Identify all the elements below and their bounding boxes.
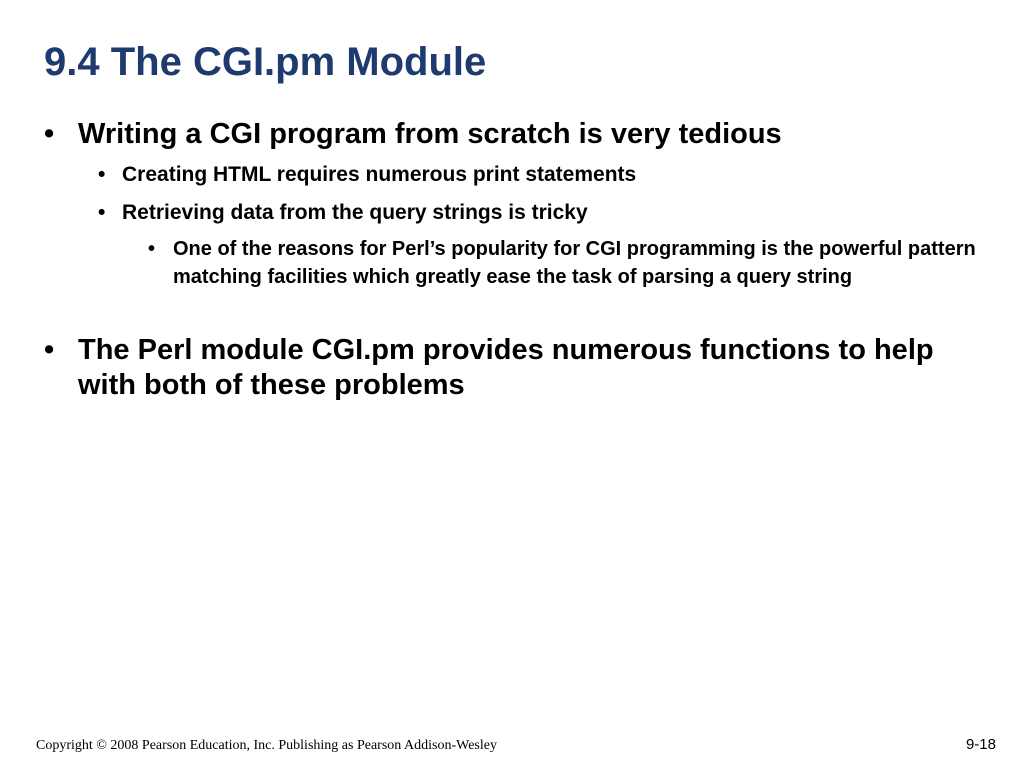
bullet-dot-icon: • (44, 118, 55, 150)
bullet-dot-icon: • (98, 201, 106, 224)
bullet-text: Creating HTML requires numerous print statements (122, 163, 637, 186)
bullet-item-level-1 (44, 117, 984, 152)
page-number: 9-18 (965, 736, 996, 753)
footer-copyright: Copyright © 2008 Pearson Education, Inc. Publishing as Pearson Addison-Wesley (36, 738, 497, 753)
bullet-item-level-2 (98, 200, 978, 226)
bullet-dot-icon: • (148, 238, 156, 260)
bullet-dot-icon: • (44, 334, 55, 366)
bullet-text: One of the reasons for Perl’s popularity for CGI programming is the powerful pattern matching facilities which greatly ease the task of parsing a query string (173, 238, 976, 288)
bullet-text: The Perl module CGI.pm provides numerous functions to help with both of these problems (78, 334, 934, 401)
bullet-item-level-1 (44, 333, 984, 403)
slide-title: 9.4 The CGI.pm Module (44, 40, 487, 84)
bullet-item-level-2 (98, 162, 978, 188)
bullet-dot-icon: • (98, 163, 106, 186)
bullet-text: Writing a CGI program from scratch is very tedious (78, 118, 782, 150)
bullet-item-level-3 (148, 235, 1008, 291)
bullet-text: Retrieving data from the query strings is tricky (122, 201, 588, 224)
